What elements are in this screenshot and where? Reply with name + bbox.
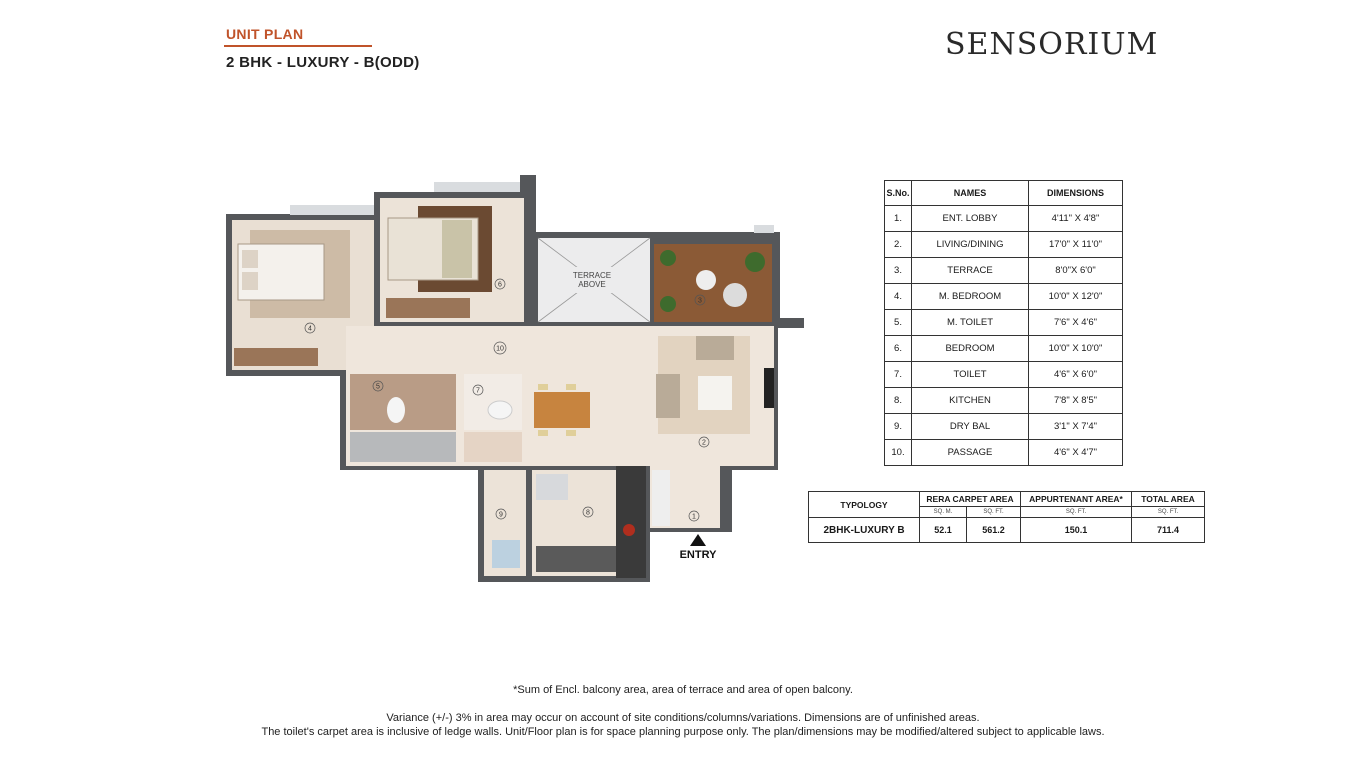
- row-name: PASSAGE: [912, 440, 1029, 466]
- terrace: [654, 244, 772, 322]
- rera-unit-sqm: SQ. M.: [920, 507, 967, 518]
- room-marker: 2: [702, 439, 706, 447]
- row-name: ENT. LOBBY: [912, 206, 1029, 232]
- table-row: [885, 206, 1123, 232]
- table-row: [885, 336, 1123, 362]
- row-dimension: 7'6" X 4'6": [1029, 310, 1123, 336]
- row-sno: 5.: [885, 310, 912, 336]
- row-name: M. BEDROOM: [912, 284, 1029, 310]
- entry-label: ENTRY: [679, 549, 717, 561]
- row-sno: 8.: [885, 388, 912, 414]
- footnote: *Sum of Encl. balcony area, area of terrace and area of open balcony.: [513, 684, 853, 696]
- unit-plan-label: UNIT PLAN: [226, 26, 304, 42]
- row-sno: 6.: [885, 336, 912, 362]
- rera-unit-sqft: SQ. FT.: [967, 507, 1021, 518]
- floor-plan: [220, 170, 820, 590]
- terrace-label-2: ABOVE: [578, 280, 606, 289]
- row-name: LIVING/DINING: [912, 232, 1029, 258]
- room-marker: 1: [692, 513, 696, 521]
- terrace-label-1: TERRACE: [572, 271, 612, 280]
- row-name: DRY BAL: [912, 414, 1029, 440]
- appurtenant-unit: SQ. FT.: [1021, 507, 1132, 518]
- room-marker: 6: [498, 281, 502, 289]
- col-header-dimensions: DIMENSIONS: [1029, 181, 1123, 206]
- row-sno: 4.: [885, 284, 912, 310]
- row-name: KITCHEN: [912, 388, 1029, 414]
- row-dimension: 3'1" X 7'4": [1029, 414, 1123, 440]
- terrace-above: [538, 238, 650, 322]
- kitchen: [484, 466, 646, 578]
- area-summary-table: [808, 491, 1205, 543]
- bedroom: [380, 198, 524, 322]
- row-sno: 3.: [885, 258, 912, 284]
- row-sno: 2.: [885, 232, 912, 258]
- total-header: TOTAL AREA: [1132, 492, 1205, 507]
- row-name: BEDROOM: [912, 336, 1029, 362]
- row-sno: 10.: [885, 440, 912, 466]
- table-row: [885, 362, 1123, 388]
- table-row: [885, 414, 1123, 440]
- row-dimension: 7'8" X 8'5": [1029, 388, 1123, 414]
- room-marker: 10: [496, 345, 504, 353]
- rera-sqft-value: 561.2: [967, 518, 1021, 543]
- room-marker: 7: [476, 387, 480, 395]
- row-dimension: 4'11" X 4'8": [1029, 206, 1123, 232]
- appurtenant-value: 150.1: [1021, 518, 1132, 543]
- appurtenant-header: APPURTENANT AREA*: [1021, 492, 1132, 507]
- row-dimension: 10'0" X 10'0": [1029, 336, 1123, 362]
- toilet: [464, 374, 522, 462]
- room-marker: 3: [698, 297, 702, 305]
- row-name: TERRACE: [912, 258, 1029, 284]
- row-dimension: 4'6" X 4'7": [1029, 440, 1123, 466]
- room-marker: 8: [586, 509, 590, 517]
- total-area-value: 711.4: [1132, 518, 1205, 543]
- row-dimension: 4'6" X 6'0": [1029, 362, 1123, 388]
- row-name: M. TOILET: [912, 310, 1029, 336]
- header-underline: [224, 45, 372, 47]
- col-header-sno: S.No.: [885, 181, 912, 206]
- disclaimer-line-1: Variance (+/-) 3% in area may occur on account of site conditions/columns/variations. Dimensions are of unfinished areas.: [386, 712, 980, 724]
- unit-type-title: 2 BHK - LUXURY - B(ODD): [226, 54, 420, 71]
- row-sno: 7.: [885, 362, 912, 388]
- table-row: [885, 440, 1123, 466]
- entry-lobby: [650, 466, 720, 561]
- col-header-names: NAMES: [912, 181, 1029, 206]
- brand-logo: SENSORIUM: [945, 27, 1159, 62]
- total-unit: SQ. FT.: [1132, 507, 1205, 518]
- typology-header: TYPOLOGY: [809, 492, 920, 518]
- room-dimensions-table: [884, 180, 1123, 466]
- row-dimension: 17'0" X 11'0": [1029, 232, 1123, 258]
- row-dimension: 8'0"X 6'0": [1029, 258, 1123, 284]
- row-sno: 9.: [885, 414, 912, 440]
- row-name: TOILET: [912, 362, 1029, 388]
- table-row: [885, 232, 1123, 258]
- row-dimension: 10'0" X 12'0": [1029, 284, 1123, 310]
- master-toilet: [350, 374, 456, 462]
- rera-header: RERA CARPET AREA: [920, 492, 1021, 507]
- room-marker: 4: [308, 325, 312, 333]
- table-row: [885, 310, 1123, 336]
- table-row: [885, 258, 1123, 284]
- disclaimer-line-2: The toilet's carpet area is inclusive of ledge walls. Unit/Floor plan is for space planning purpose only. The plan/dimensions may be modified/altered subject to applicable laws.: [261, 726, 1105, 738]
- table-row: [885, 284, 1123, 310]
- row-sno: 1.: [885, 206, 912, 232]
- table-row: [885, 388, 1123, 414]
- typology-value: 2BHK-LUXURY B: [809, 518, 920, 543]
- rera-sqm-value: 52.1: [920, 518, 967, 543]
- room-marker: 5: [376, 383, 380, 391]
- room-marker: 9: [499, 511, 503, 519]
